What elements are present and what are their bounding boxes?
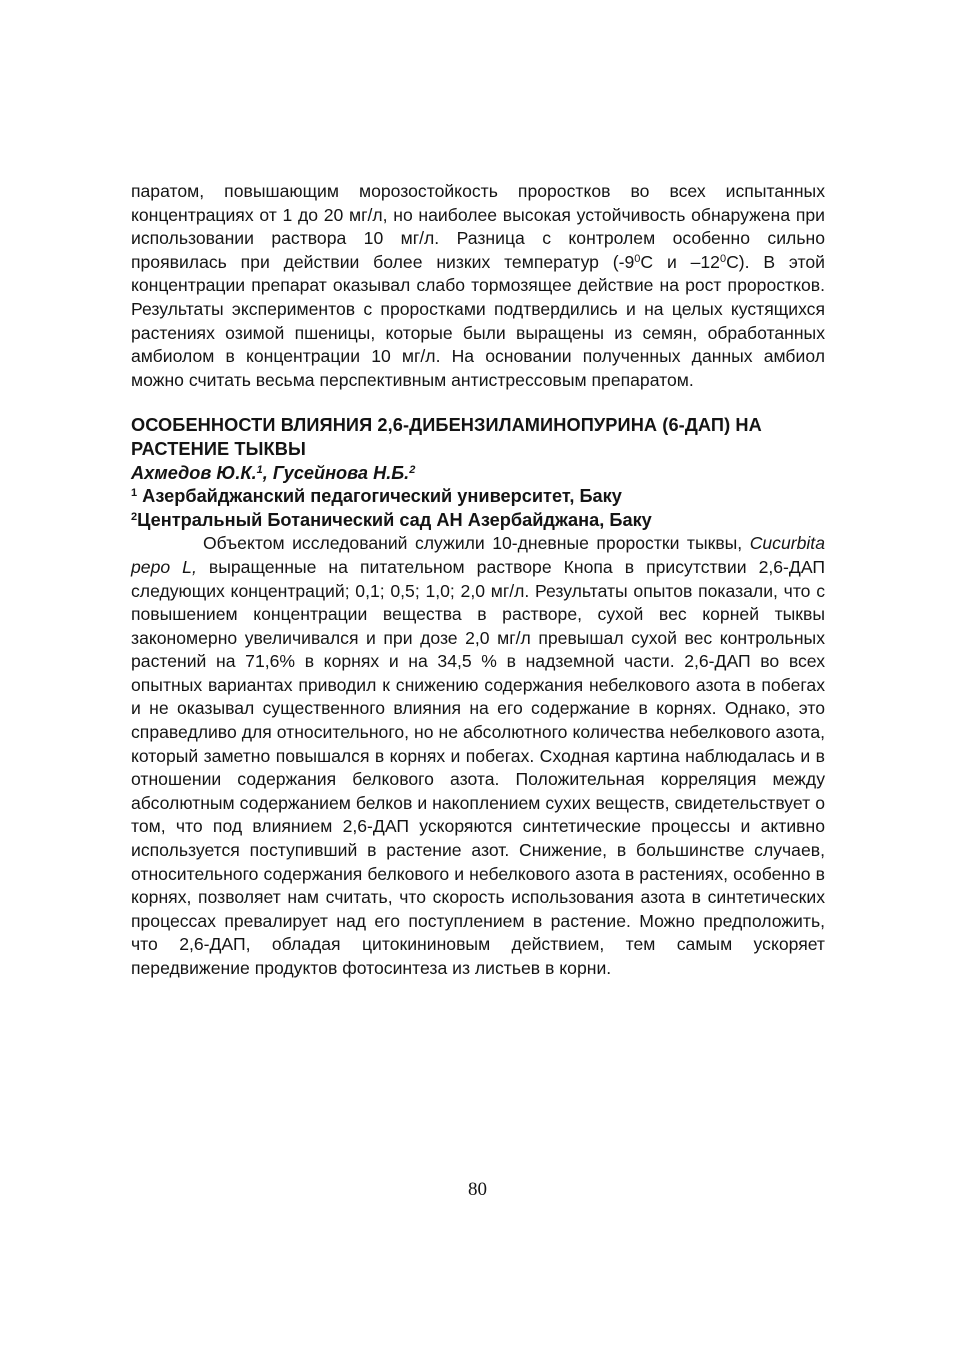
intro-text-part3: С). В этой концентрации препарат оказывал слабо тормозящее действие на рост проростков. Результаты экспериментов с проростками подтвердились и на целых кустящихся растениях озимой пшеницы, которые были выращены из семян, обработанных амбиолом в концентрации 10 мг/л. На основании полученных данных амбиол можно считать весьма перспективным антистрессовым препаратом. [131,251,825,390]
affiliation-1-text: Азербайджанский педагогический университет, Баку [137,486,622,507]
affiliation-2 [131,509,825,533]
affiliation-1-superscript: 1 [131,487,138,500]
body-text-rest: выращенные на питательном растворе Кнопа в присутствии 2,6-ДАП следующих концентраций; 0,1; 0,5; 1,0; 2,0 мг/л. Результаты опытов показали, что с повышением концентрации вещества в растворе, сухой вес корней тыквы закономерно увеличивался и при дозе 2,0 мг/л превышал сухой вес контрольных растений на 71,6% в корнях и на 34,5 % в надземной части. 2,6-ДАП во всех опытных вариантах приводил к снижению содержания небелкового азота в побегах и не оказывал существенного влияния на его содержание в корнях. Однако, это справедливо для относительного, но не абсолютного количества небелкового азота, который заметно повышался в корнях и побегах. Сходная картина наблюдалась и в отношении содержания белкового азота. Положительная корреляция между абсолютным содержанием белков и накоплением сухих веществ, свидетельствует о том, что под влиянием 2,6-ДАП ускоряются синтетические процессы и активно используется поступивший в растение азот. Снижение, в большинстве случаев, относительного содержания белкового и небелкового азота в растениях, особенно в корнях, позволяет нам считать, что скорость использования азота в синтетических процессах превалирует над его поступлением в растение. Можно предположить, что 2,6-ДАП, обладая цитокининовым действием, тем самым ускоряет передвижение продуктов фотосинтеза из листьев в корни. [131,556,826,978]
page-content [131,180,825,981]
author-1: Ахмедов Ю.К. [131,462,257,483]
article-title: ОСОБЕННОСТИ ВЛИЯНИЯ 2,6-ДИБЕНЗИЛАМИНОПУРИНА (6-ДАП) НА РАСТЕНИЕ ТЫКВЫ [131,415,762,459]
author-2: Гусейнова Н.Б. [272,462,410,483]
article-body [131,532,825,980]
article-authors [131,462,825,486]
affiliation-2-superscript: 2 [131,510,138,523]
author-2-superscript: 2 [409,463,416,476]
affiliation-2-text: Центральный Ботанический сад АН Азербайджана, Баку [137,509,652,530]
page-number: 80 [468,1179,487,1200]
intro-paragraph [131,180,825,392]
degree-superscript: 0 [634,252,641,265]
degree-superscript: 0 [719,252,727,265]
species-name: Cucurbita pepo L, [131,533,825,577]
intro-text-part2: С и –12 [640,251,720,272]
body-text-start: Объектом исследований служили 10-дневные проростки тыквы, [203,533,750,554]
intro-text-part1: паратом, повышающим морозостойкость проростков во всех испытанных концентрациях от 1 до 20 мг/л, но наиболее высокая устойчивость обнаружена при использовании раствора 10 мг/л. Разница с контролем особенно сильно проявилась при действии более низких температур (-9 [131,181,825,272]
author-separator: , [262,462,273,483]
affiliation-1 [131,485,825,509]
author-1-superscript: 1 [256,463,263,476]
